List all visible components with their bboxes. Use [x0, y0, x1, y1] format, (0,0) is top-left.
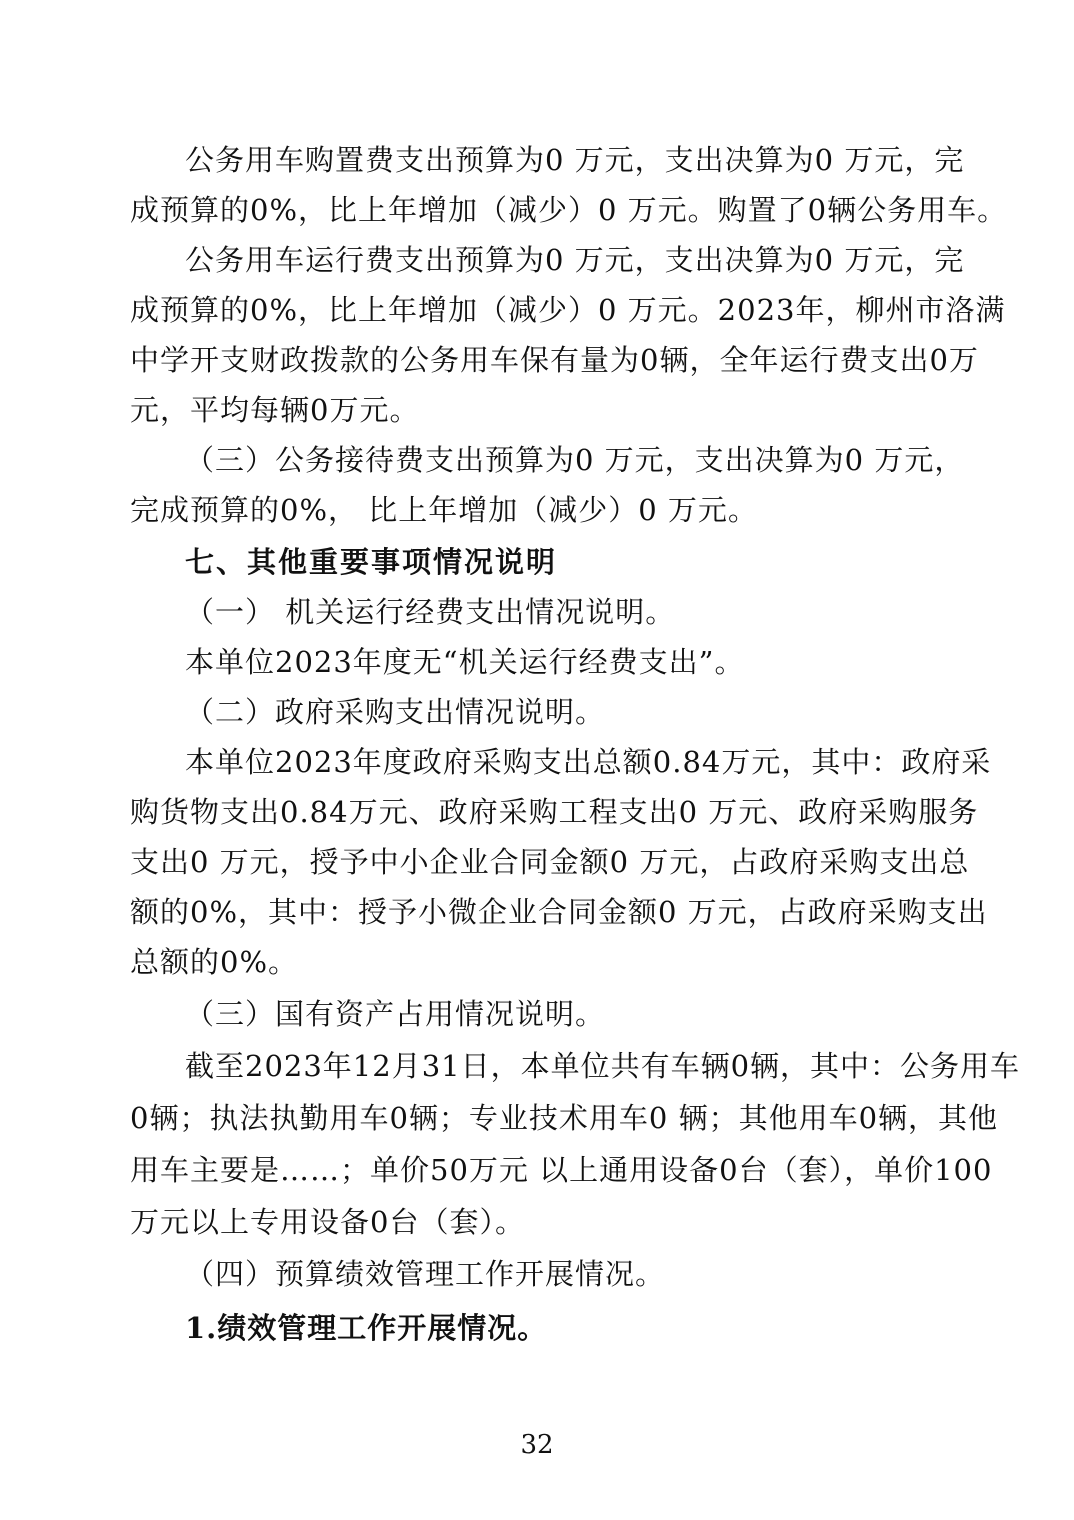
- paragraph-line: 中学开支财政拨款的公务用车保有量为0辆，全年运行费支出0万: [130, 343, 979, 377]
- paragraph-line: 购货物支出0.84万元、政府采购工程支出0 万元、政府采购服务: [130, 795, 979, 829]
- subsection-heading: （二）政府采购支出情况说明。: [185, 695, 606, 729]
- paragraph-line: 用车主要是……；单价50万元 以上通用设备0台（套），单价100: [130, 1153, 993, 1187]
- paragraph-line: 截至2023年12月31日，本单位共有车辆0辆，其中：公务用车: [185, 1049, 1021, 1083]
- section-heading: 七、其他重要事项情况说明: [185, 545, 558, 579]
- paragraph-line: 本单位2023年度无“机关运行经费支出”。: [185, 645, 745, 679]
- page-number: 32: [520, 1430, 554, 1460]
- paragraph-line: （三）公务接待费支出预算为0 万元，支出决算为0 万元，: [185, 443, 965, 477]
- paragraph-line: 万元以上专用设备0台（套）。: [130, 1205, 525, 1239]
- paragraph-line: 本单位2023年度政府采购支出总额0.84万元，其中：政府采: [185, 745, 992, 779]
- paragraph-line: 额的0%，其中：授予小微企业合同金额0 万元，占政府采购支出: [130, 895, 988, 929]
- numbered-heading: 1.绩效管理工作开展情况。: [185, 1311, 548, 1345]
- paragraph-line: 公务用车运行费支出预算为0 万元，支出决算为0 万元，完: [185, 243, 965, 277]
- subsection-heading: （一） 机关运行经费支出情况说明。: [185, 595, 676, 629]
- paragraph-line: 总额的0%。: [130, 945, 299, 979]
- paragraph-line: 成预算的0%，比上年增加（减少）0 万元。2023年，柳州市洛满: [130, 293, 1006, 327]
- subsection-heading: （三）国有资产占用情况说明。: [185, 997, 606, 1031]
- subsection-heading: （四）预算绩效管理工作开展情况。: [185, 1257, 666, 1291]
- paragraph-line: 元，平均每辆0万元。: [130, 393, 420, 427]
- paragraph-line: 成预算的0%，比上年增加（减少）0 万元。购置了0辆公务用车。: [130, 193, 1008, 227]
- paragraph-line: 公务用车购置费支出预算为0 万元，支出决算为0 万元，完: [185, 143, 965, 177]
- paragraph-line: 完成预算的0%， 比上年增加（减少）0 万元。: [130, 493, 758, 527]
- paragraph-line: 支出0 万元，授予中小企业合同金额0 万元，占政府采购支出总: [130, 845, 970, 879]
- paragraph-line: 0辆；执法执勤用车0辆；专业技术用车0 辆；其他用车0辆，其他: [130, 1101, 999, 1135]
